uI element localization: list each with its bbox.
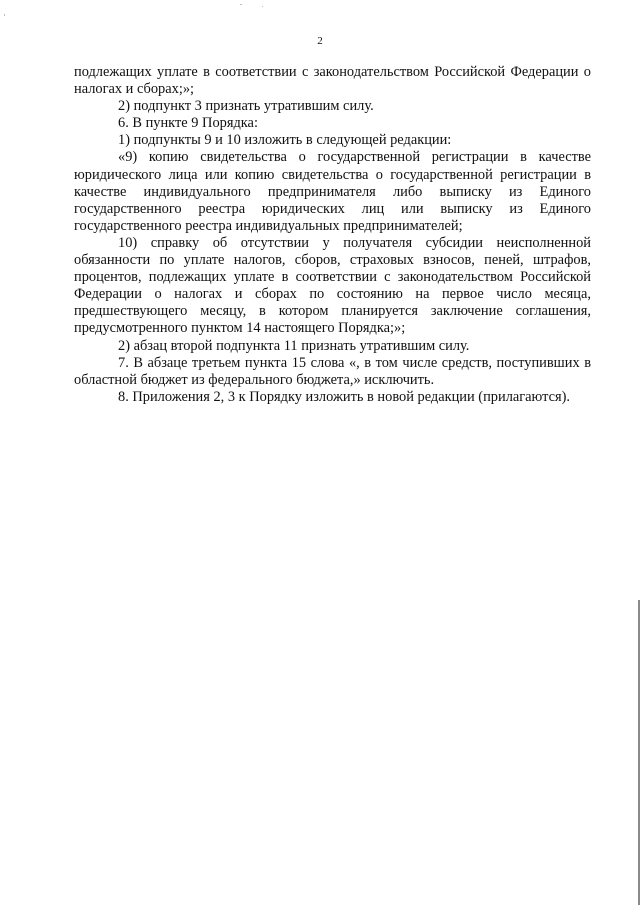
paragraph-subitem-9: «9) копию свидетельства о государственной регистрации в качестве юридического лица или копию свидетельства о государственной регистрации в качестве индивидуального предпринимателя либо выписку из Единого государственного реестра юридических лиц или выписку из Единого государственного реестра индивидуальных предпринимателей;: [74, 149, 591, 234]
page-number: 2: [317, 35, 323, 47]
scan-speck: [240, 4, 242, 5]
paragraph-subitem-2: 2) подпункт 3 признать утратившим силу.: [118, 98, 374, 115]
scan-speck: [262, 6, 263, 7]
paragraph-item-6-subitem-1: 1) подпункты 9 и 10 изложить в следующей редакции:: [118, 132, 452, 149]
paragraph-continuation: подлежащих уплате в соответствии с законодательством Российской Федерации о налогах и сборах;»;: [74, 64, 591, 98]
paragraph-item-6-subitem-2: 2) абзац второй подпункта 11 признать утратившим силу.: [118, 337, 470, 354]
scan-speck: [4, 14, 5, 16]
document-body: [74, 64, 591, 406]
paragraph-item-7: 7. В абзаце третьем пункта 15 слова «, в том числе средств, поступивших в областной бюджет из федерального бюджета,» исключить.: [74, 354, 591, 388]
paragraph-subitem-10: 10) справку об отсутствии у получателя субсидии неисполненной обязанности по уплате налогов, сборов, страховых взносов, пеней, штрафов, процентов, подлежащих уплате в соответствии с законодательством Российской Федерации о налогах и сборах по состоянию на первое число месяца, предшествующего месяцу, в котором планируется заключение соглашения, предусмотренного пунктом 14 настоящего Порядка;»;: [74, 234, 591, 337]
paragraph-item-6: 6. В пункте 9 Порядка:: [118, 115, 258, 132]
paragraph-item-8: 8. Приложения 2, 3 к Порядку изложить в новой редакции (прилагаются).: [118, 388, 570, 405]
